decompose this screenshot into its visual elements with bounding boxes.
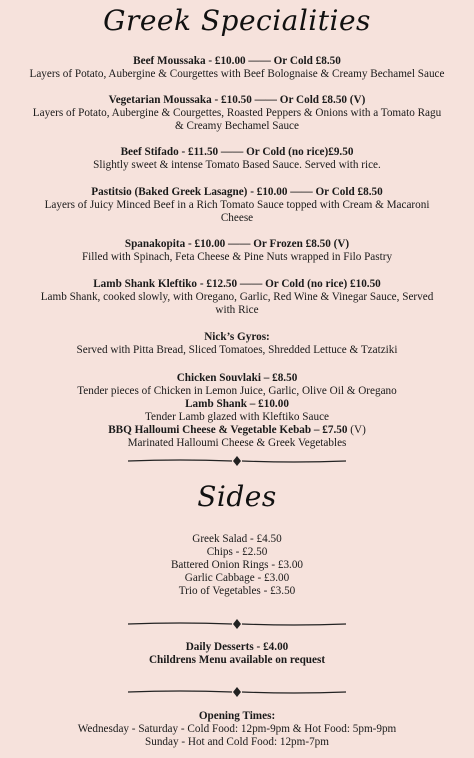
list-item: Trio of Vegetables - £3.50	[178, 585, 296, 597]
dish-description: Lamb Shank, cooked slowly, with Oregano, Garlic, Red Wine & Vinegar Sauce, Served	[40, 291, 434, 303]
sides-list	[0, 533, 474, 598]
dish-description: Layers of Potato, Aubergine & Courgettes with Beef Bolognaise & Creamy Bechamel Sauce	[29, 68, 445, 80]
sides-heading: Sides	[197, 480, 277, 513]
dish-description: Cheese	[220, 212, 254, 224]
opening-times-title: Opening Times:	[198, 710, 276, 722]
souvlaki-description: Tender pieces of Chicken in Lemon Juice, Garlic, Olive Oil & Oregano	[77, 385, 397, 397]
dish-title: Beef Moussaka - £10.00 —— Or Cold £8.50	[133, 55, 341, 67]
dish-description: with Rice	[215, 304, 259, 316]
dish-lamb-shank-kleftiko	[8, 278, 466, 317]
grill-section	[8, 372, 466, 450]
dish-title: Lamb Shank Kleftiko - £12.50 —— Or Cold (no rice) £10.50	[93, 278, 381, 290]
opening-times-line: Wednesday - Saturday - Cold Food: 12pm-9pm & Hot Food: 5pm-9pm	[77, 723, 397, 735]
opening-times-line: Sunday - Hot and Cold Food: 12pm-7pm	[145, 736, 329, 748]
dish-pastitsio	[8, 186, 466, 225]
dish-title: Spanakopita - £10.00 —— Or Frozen £8.50 (V)	[124, 238, 350, 250]
list-item: Garlic Cabbage - £3.00	[184, 572, 290, 584]
greek-specialities-heading: Greek Specialities	[103, 4, 371, 37]
dish-beef-stifado	[8, 146, 466, 172]
daily-desserts: Daily Desserts - £4.00	[185, 641, 289, 653]
dish-description: Filled with Spinach, Feta Cheese & Pine Nuts wrapped in Filo Pastry	[81, 251, 393, 263]
dish-spanakopita	[8, 238, 466, 264]
dish-nicks-gyros	[8, 331, 466, 357]
dish-title: Beef Stifado - £11.50 —— Or Cold (no rice)£9.50	[120, 146, 354, 158]
childrens-menu-note: Childrens Menu available on request	[148, 654, 326, 666]
halloumi-description: Marinated Halloumi Cheese & Greek Vegetables	[127, 437, 347, 449]
list-item: Battered Onion Rings - £3.00	[170, 559, 304, 571]
dish-title: Nick’s Gyros:	[204, 331, 270, 343]
ornamental-divider	[0, 453, 474, 469]
dish-beef-moussaka	[8, 55, 466, 81]
lamb-shank-description: Tender Lamb glazed with Kleftiko Sauce	[144, 411, 330, 423]
list-item: Chips - £2.50	[206, 546, 268, 558]
opening-times-section	[0, 710, 474, 749]
halloumi-vegetarian-tag: (V)	[347, 424, 366, 436]
lamb-shank-title: Lamb Shank – £10.00	[185, 398, 289, 410]
souvlaki-title: Chicken Souvlaki – £8.50	[176, 372, 298, 384]
dish-description: Served with Pitta Bread, Sliced Tomatoes, Shredded Lettuce & Tzatziki	[76, 344, 398, 356]
dish-description: Layers of Juicy Minced Beef in a Rich Tomato Sauce topped with Cream & Macaroni	[44, 199, 430, 211]
ornamental-divider	[0, 684, 474, 700]
dish-description: Slightly sweet & intense Tomato Based Sauce. Served with rice.	[93, 159, 381, 171]
extras-section	[0, 641, 474, 667]
halloumi-title: BBQ Halloumi Cheese & Vegetable Kebab – £7.50	[108, 424, 348, 436]
dish-vegetarian-moussaka	[8, 94, 466, 133]
dish-description: & Creamy Bechamel Sauce	[175, 120, 299, 132]
dish-description: Layers of Potato, Aubergine & Courgettes, Roasted Peppers & Onions with a Tomato Ragu	[32, 107, 442, 119]
ornamental-divider	[0, 616, 474, 632]
list-item: Greek Salad - £4.50	[192, 533, 282, 545]
dish-title: Pastitsio (Baked Greek Lasagne) - £10.00 —— Or Cold £8.50	[91, 186, 383, 198]
dish-title: Vegetarian Moussaka - £10.50 —— Or Cold £8.50 (V)	[108, 94, 366, 106]
